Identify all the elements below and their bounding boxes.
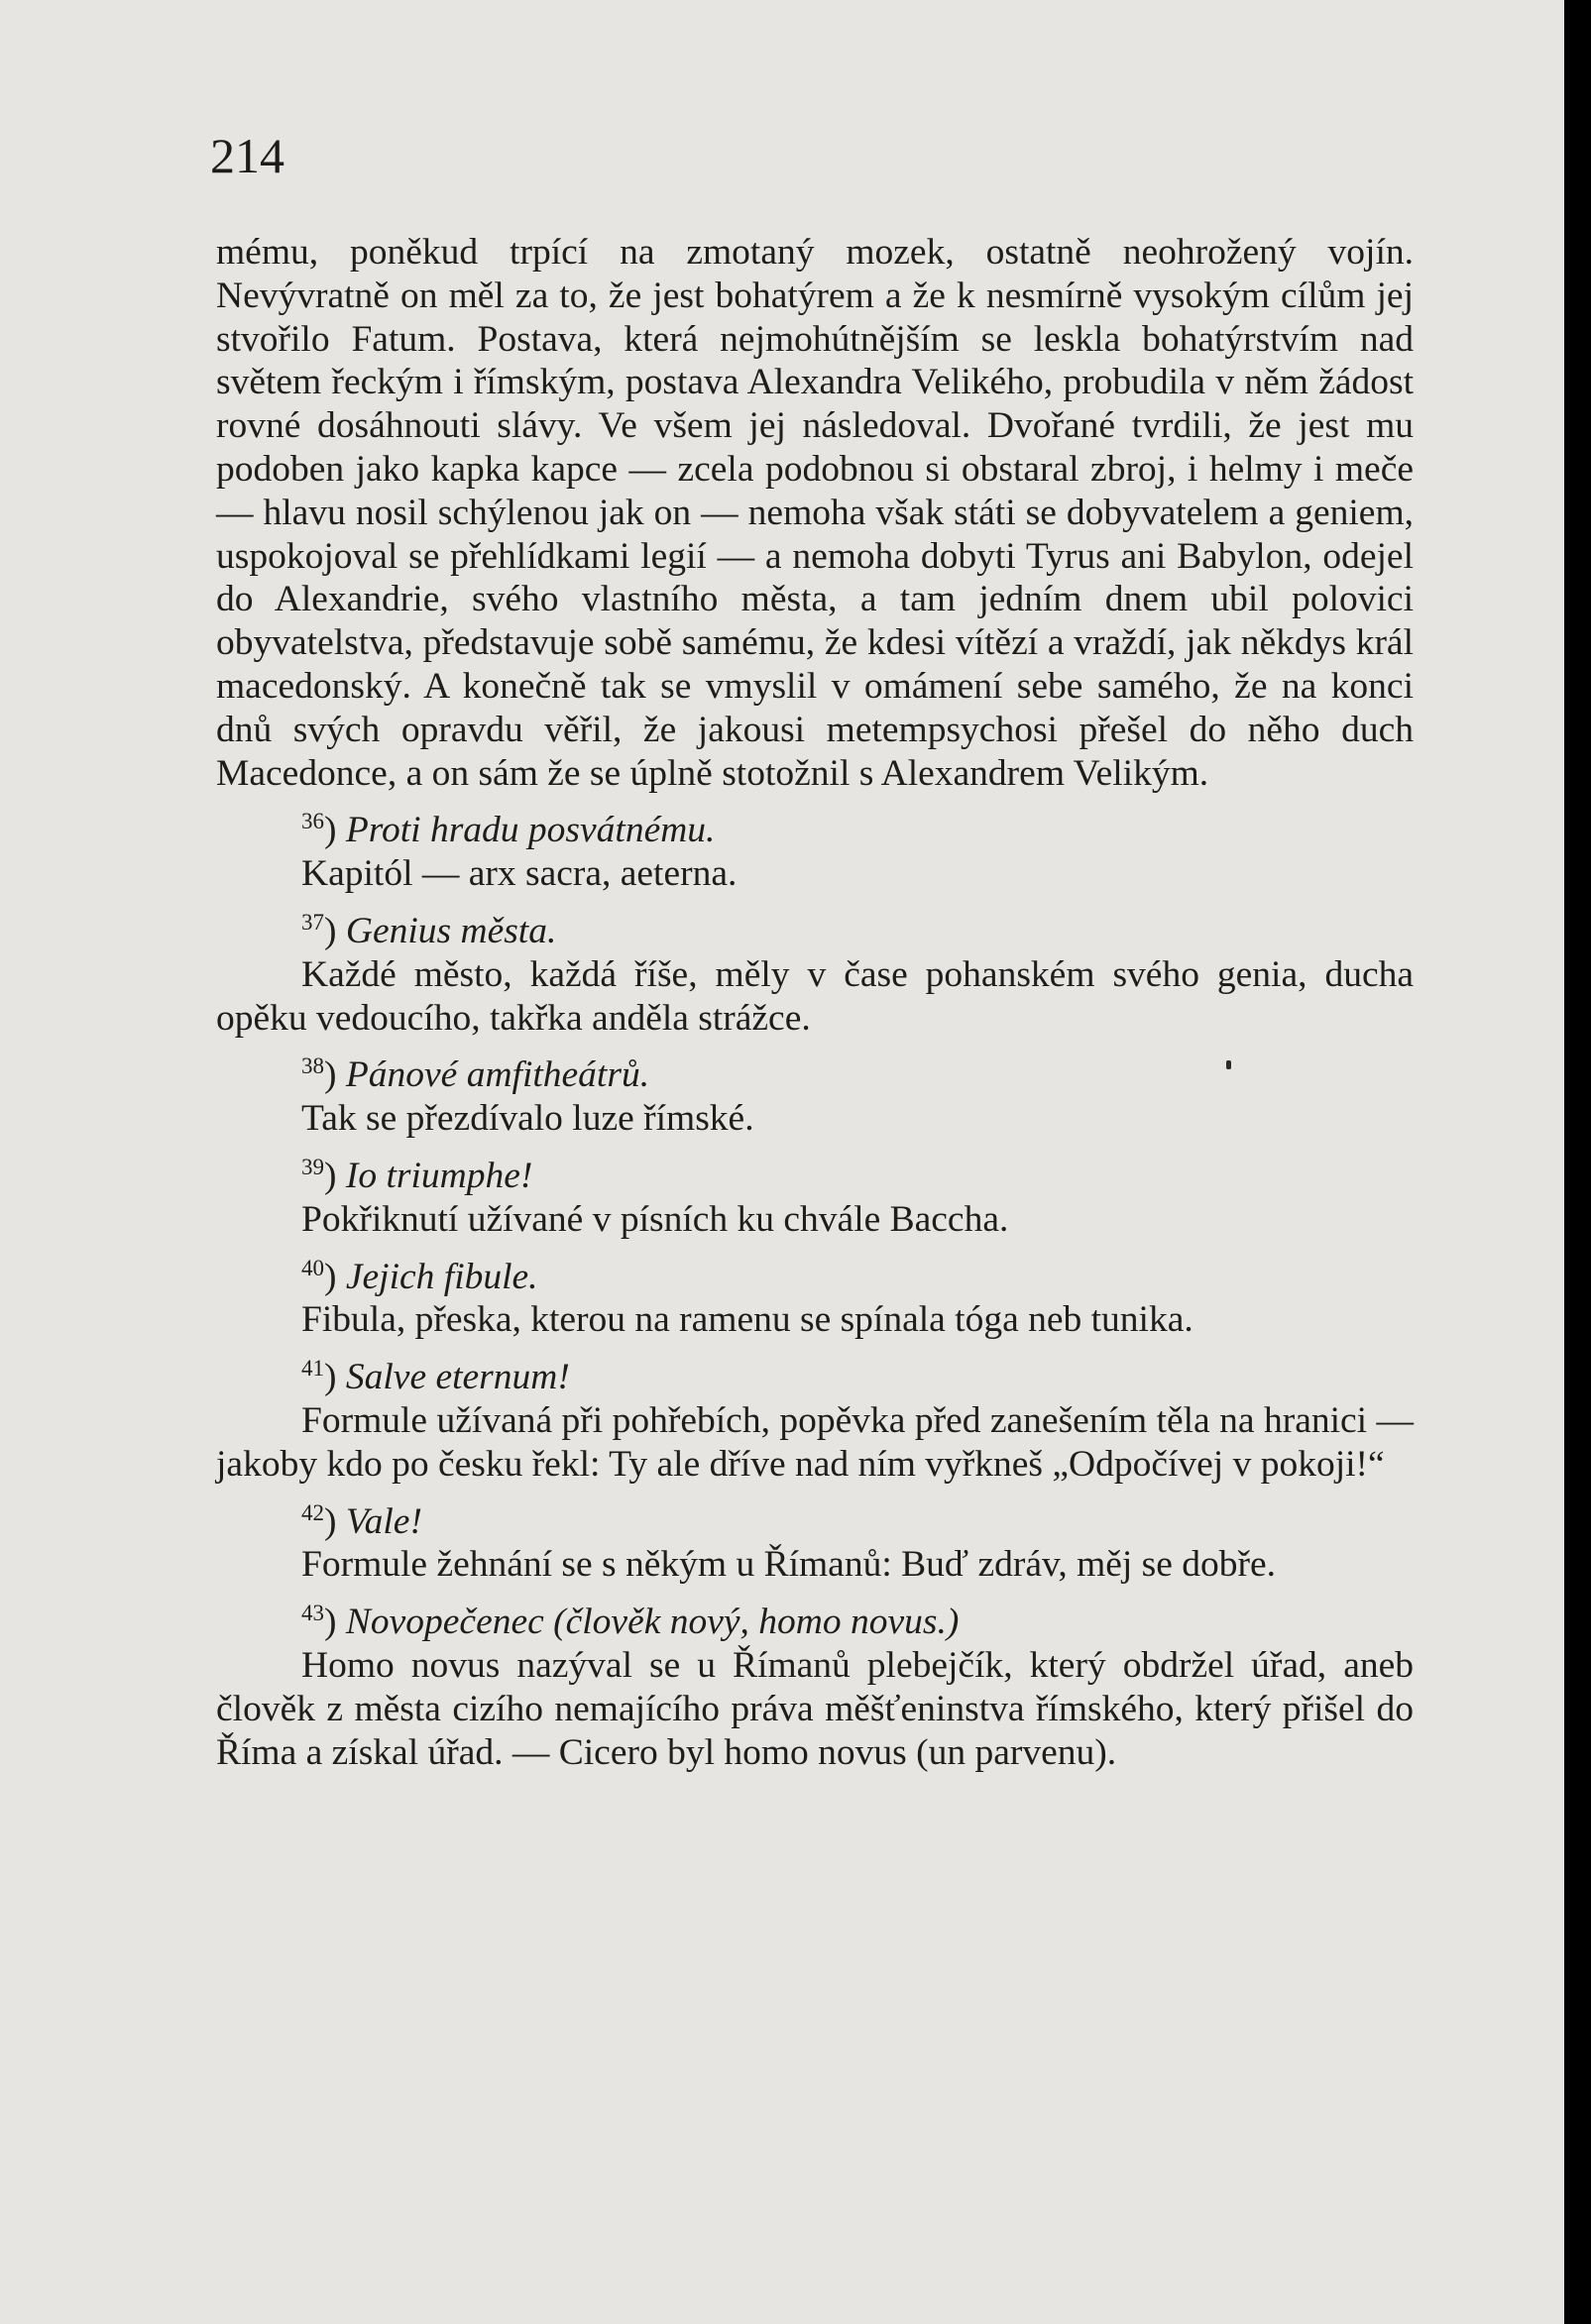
footnote-41 (216, 1356, 1414, 1486)
page-number: 214 (210, 128, 284, 183)
footnote-text: Formule žehnání se s někým u Římanů: Buď zdráv, měj se dobře. (301, 1544, 1277, 1586)
footnote-number: 43 (301, 1601, 324, 1626)
footnote-title: Io triumphe! (345, 1155, 533, 1196)
footnote-heading: $^{37}$) Genius města. (301, 909, 557, 951)
footnote-text: Formule užívaná při pohřebích, popěvka před zanešením těla na hranici — jakoby kdo po česku řekl: Ty ale dříve nad ním vyřkneš „Odpočívej v pokoji!“ (216, 1399, 1414, 1485)
footnote-number: 41 (301, 1356, 324, 1382)
footnote-43 (216, 1601, 1414, 1774)
footnote-42 (216, 1500, 1414, 1588)
footnote-title: Vale! (345, 1500, 422, 1542)
footnote-number: 42 (301, 1499, 324, 1525)
footnote-36 (216, 809, 1414, 896)
footnote-heading: $^{36}$) Proti hradu posvátnému. (301, 809, 716, 851)
footnote-text: Homo novus nazýval se u Římanů plebejčík, který obdržel úřad, aneb člověk z města cizího nemajícího práva měšťeninstva římského, který přišel do Říma a získal úřad. — Cicero byl homo novus (un parvenu). (216, 1644, 1414, 1773)
footnote-39 (216, 1155, 1414, 1242)
footnote-title: Proti hradu posvátnému. (345, 810, 716, 851)
footnote-heading: $^{42}$) Vale! (301, 1499, 422, 1542)
footnote-title: Pánové amfitheátrů. (345, 1054, 650, 1096)
footnote-title: Genius města. (345, 910, 557, 951)
footnote-heading: $^{38}$) Pánové amfitheátrů. (301, 1053, 650, 1096)
footnote-heading: $^{40}$) Jejich fibule. (301, 1255, 538, 1297)
footnote-37 (216, 910, 1414, 1040)
footnote-text: Pokřiknutí užívané v písních ku chvále Baccha. (301, 1198, 1009, 1240)
footnote-number: 37 (301, 909, 324, 935)
footnote-title: Jejich fibule. (345, 1256, 538, 1297)
footnote-number: 38 (301, 1053, 324, 1079)
footnote-number: 36 (301, 809, 324, 834)
footnote-title: Salve eternum! (345, 1357, 570, 1398)
footnote-38 (216, 1053, 1414, 1141)
footnote-heading: $^{43}$) Novopečenec (člověk nový, homo novus.) (301, 1601, 960, 1643)
footnote-text: Kapitól — arx sacra, aeterna. (301, 853, 738, 895)
footnote-title: Novopečenec (člověk nový, homo novus.) (345, 1602, 960, 1643)
footnote-text: Tak se přezdívalo luze římské. (301, 1098, 754, 1140)
footnote-40 (216, 1256, 1414, 1343)
footnote-number: 39 (301, 1154, 324, 1179)
body-paragraph: mému, poněkud trpící na zmotaný mozek, ostatně neohrožený vojín. Nevývratně on měl za to, že jest bohatýrem a že k nesmírně vysokým cílům jej stvořilo Fatum. Postava, která nejmohútnějším se leskla bohatýrstvím nad světem řeckým i římským, postava Alexandra Velikého, probudila v něm žádost rovné dosáhnouti slávy. Ve všem jej následoval. Dvořané tvrdili, že jest mu podoben jako kapka kapce — zcela podobnou si obstaral zbroj, i helmy i meče — hlavu nosil schýlenou jak on — nemoha však státi se dobyvatelem a geniem, uspokojoval se přehlídkami legií — a nemoha dobyti Tyrus ani Babylon, odejel do Alexandrie, svého vlastního města, a tam jedním dnem ubil polovici obyvatelstva, představuje sobě samému, že kdesi vítězí a vraždí, jak někdys král macedonský. A konečně tak se vmyslil v omámení sebe samého, že na konci dnů svých opravdu věřil, že jakousi metempsychosi přešel do něho duch Macedonce, a on sám že se úplně stotožnil s Alexandrem Velikým. (216, 232, 1414, 794)
footnote-text: Fibula, přeska, kterou na ramenu se spínala tóga neb tunika. (301, 1299, 1193, 1341)
footnote-heading: $^{41}$) Salve eternum! (301, 1356, 570, 1398)
page-content (216, 231, 1414, 1774)
footnote-number: 40 (301, 1255, 324, 1280)
footnote-text: Každé město, každá říše, měly v čase pohanském svého genia, ducha opěku vedoucího, takřka anděla strážce. (216, 953, 1414, 1039)
footnote-heading: $^{39}$) Io triumphe! (301, 1154, 533, 1196)
